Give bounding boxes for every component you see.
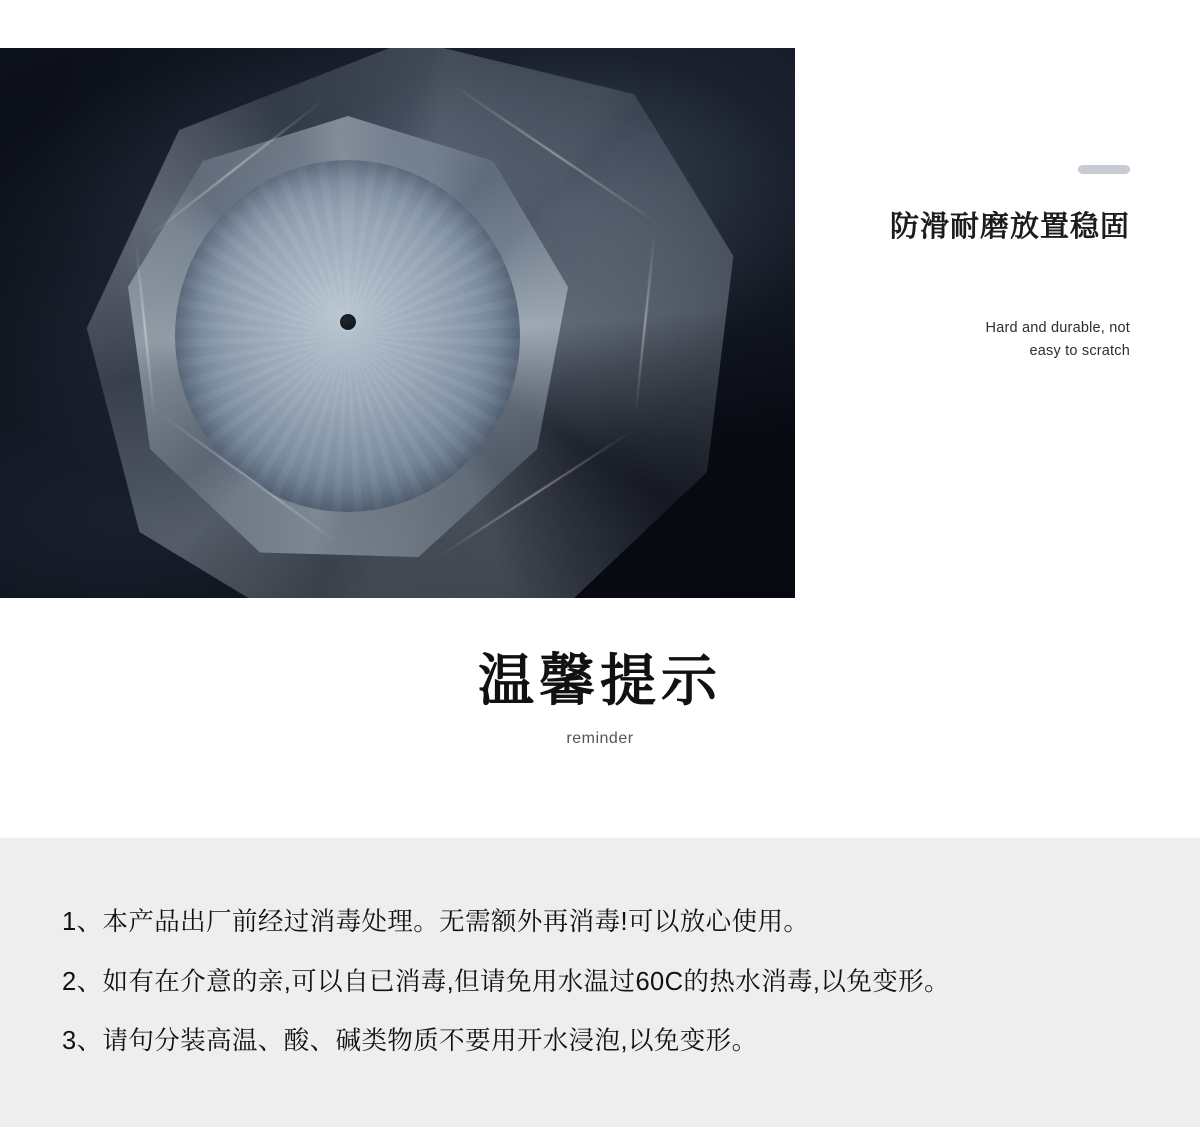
reminder-subtitle: reminder <box>566 729 634 747</box>
list-item: 3、请句分装高温、酸、碱类物质不要用开水浸泡,以免变形。 <box>62 1027 758 1055</box>
product-photo <box>0 48 795 598</box>
list-item: 1、本产品出厂前经过消毒处理。无需额外再消毒!可以放心使用。 <box>62 908 810 936</box>
accent-bar-icon <box>1078 165 1130 174</box>
cup-metal-base <box>175 160 520 512</box>
reminder-title: 温馨提示 <box>478 649 722 712</box>
reminder-heading-block <box>0 650 1200 748</box>
hero-caption-subtitle-line2: easy to scratch <box>1029 342 1130 359</box>
hero-caption-subtitle-line1: Hard and durable, not <box>985 320 1130 337</box>
notes-panel <box>0 838 1200 1127</box>
cup-base-center-dot <box>340 314 356 330</box>
notes-list <box>62 910 1160 1089</box>
hero-caption-title: 防滑耐磨放置稳固 <box>889 211 1130 243</box>
hero-caption <box>800 165 1130 362</box>
list-item: 2、如有在介意的亲,可以自已消毒,但请免用水温过60C的热水消毒,以免变形。 <box>62 967 950 996</box>
hero-caption-subtitle <box>800 317 1130 362</box>
